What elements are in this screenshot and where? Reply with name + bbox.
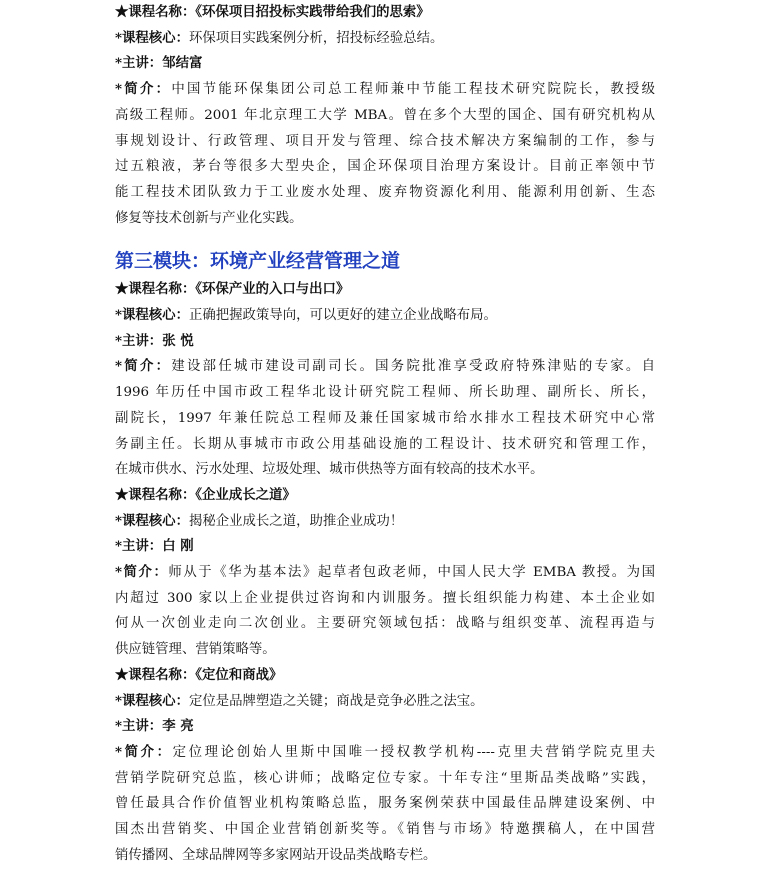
intro-text: 建设部任城市建设司副司长。国务院批准享受政府特殊津贴的专家。自 — [171, 359, 655, 375]
document-page — [115, 0, 655, 869]
lecturer-label: *主讲： — [115, 55, 163, 72]
intro-label: *简介： — [115, 358, 172, 375]
intro-line: 在城市供水、污水处理、垃圾处理、城市供热等方面有较高的技术水平。 — [115, 462, 544, 478]
course-block-1 — [115, 0, 655, 231]
module-heading: 第三模块：环境产业经营管理之道 — [115, 250, 401, 273]
course-core-line — [115, 689, 655, 715]
intro-line: 事规划设计、行政管理、项目开发与管理、综合技术解决方案编制的工作，参与 — [115, 133, 655, 149]
course-title-line — [115, 0, 655, 26]
course-name: 《环保项目招投标实践带给我们的思索》 — [195, 4, 430, 20]
lecturer-name: 李 亮 — [162, 718, 194, 735]
course-block-3 — [115, 483, 655, 663]
core-label: *课程核心： — [115, 692, 189, 709]
lecturer-line — [115, 534, 655, 560]
core-label: *课程核心： — [115, 512, 189, 529]
lecturer-label: *主讲： — [115, 332, 163, 349]
course-core-line — [115, 303, 655, 329]
lecturer-label: *主讲： — [115, 538, 163, 555]
lecturer-line — [115, 51, 655, 77]
intro-label: *简介： — [115, 743, 173, 760]
intro-line — [115, 560, 655, 586]
course-name: 《企业成长之道》 — [195, 486, 296, 503]
lecturer-line — [115, 329, 655, 355]
intro-line: 高级工程师。2001 年北京理工大学 MBA。曾在多个大型的国企、国有研究机构从 — [115, 107, 655, 123]
core-text: 环保项目实践案例分析，招投标经验总结。 — [188, 30, 444, 46]
course-title-line — [115, 277, 655, 303]
course-core-line — [115, 26, 655, 52]
course-title-line — [115, 663, 655, 689]
core-label: *课程核心： — [115, 29, 189, 46]
intro-line: 营销学院研究总监，核心讲师；战略定位专家。十年专注“里斯品类战略”实践， — [115, 770, 655, 786]
intro-text: 中国节能环保集团公司总工程师兼中节能工程技术研究院院长，教授级 — [171, 82, 655, 98]
course-core-line — [115, 509, 655, 535]
course-label: ★课程名称： — [115, 281, 196, 298]
intro-label: *简介： — [115, 564, 169, 581]
intro-text: 定位理论创始人里斯中国唯一授权教学机构----克里夫营销学院克里夫 — [172, 744, 655, 760]
core-text: 定位是品牌塑造之关键；商战是竞争必胜之法宝。 — [188, 693, 484, 709]
lecturer-label: *主讲： — [115, 718, 163, 735]
intro-line: 销传播网、全球品牌网等多家网站开设品类战略专栏。 — [115, 847, 437, 863]
intro-line: 修复等技术创新与产业化实践。 — [115, 210, 303, 226]
core-text: 揭秘企业成长之道，助推企业成功！ — [188, 513, 404, 529]
intro-line: 副院长，1997 年兼任院总工程师及兼任国家城市给水排水工程技术研究中心常 — [115, 410, 655, 426]
intro-line: 曾任最具合作价值智业机构策略总监，服务案例荣获中国最佳品牌建设案例、中 — [115, 796, 655, 812]
intro-line — [115, 740, 655, 766]
intro-line — [115, 77, 655, 103]
intro-label: *简介： — [115, 81, 172, 98]
intro-line: 过五粮液，茅台等很多大型央企，国企环保项目治理方案设计。目前正率领中节 — [115, 159, 655, 175]
course-block-2 — [115, 277, 655, 483]
lecturer-name: 邹结富 — [162, 55, 203, 72]
course-title-line — [115, 483, 655, 509]
intro-line: 1996 年历任中国市政工程华北设计研究院工程师、所长助理、副所长、所长， — [115, 385, 655, 401]
core-text: 正确把握政策导向，可以更好的建立企业战略布局。 — [188, 308, 497, 324]
intro-line: 何从一次创业走向二次创业。主要研究领域包括：战略与组织变革、流程再造与 — [115, 616, 655, 632]
intro-line — [115, 354, 655, 380]
course-name: 《定位和商战》 — [195, 666, 283, 683]
lecturer-name: 白 刚 — [162, 538, 194, 555]
lecturer-line — [115, 714, 655, 740]
intro-line: 国杰出营销奖、中国企业营销创新奖等。《销售与市场》特邀撰稿人，在中国营 — [115, 822, 655, 838]
course-label: ★课程名称： — [115, 4, 196, 20]
lecturer-name: 张 悦 — [162, 332, 194, 349]
intro-line: 供应链管理、营销策略等。 — [115, 642, 276, 658]
course-label: ★课程名称： — [115, 666, 196, 683]
course-name: 《环保产业的入口与出口》 — [195, 281, 350, 298]
intro-text: 师从于《华为基本法》起草者包政老师，中国人民大学 EMBA 教授。为国 — [168, 565, 655, 581]
course-block-4 — [115, 663, 655, 869]
intro-line: 能工程技术团队致力于工业废水处理、废弃物资源化利用、能源利用创新、生态 — [115, 184, 655, 200]
intro-line: 内超过 300 家以上企业提供过咨询和内训服务。擅长组织能力构建、本土企业如 — [115, 590, 655, 606]
course-label: ★课程名称： — [115, 486, 196, 503]
core-label: *课程核心： — [115, 307, 189, 324]
intro-line: 务副主任。长期从事城市市政公用基础设施的工程设计、技术研究和管理工作， — [115, 436, 655, 452]
